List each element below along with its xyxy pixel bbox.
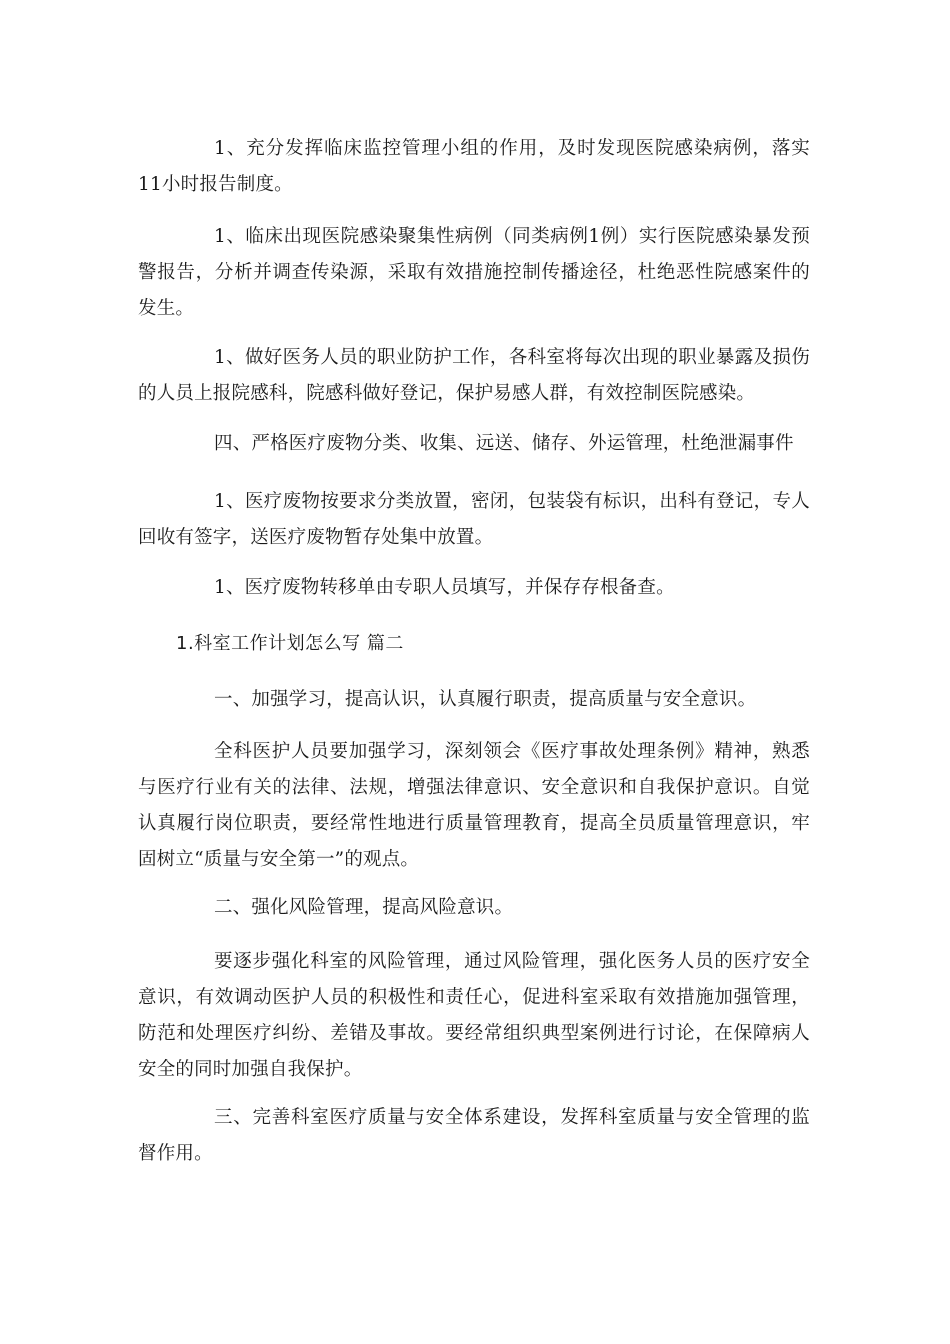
paragraph-heading-three: 三、完善科室医疗质量与安全体系建设，发挥科室质量与安全管理的监督作用。 — [138, 1107, 810, 1164]
paragraph-study: 全科医护人员要加强学习，深刻领会《医疗事故处理条例》精神，熟悉与医疗行业有关的法律、法规，增强法律意识、安全意识和自我保护意识。自觉认真履行岗位职责，要经常性地进行质量管理教育，提高全员质量管理意识，牢固树立“质量与安全第一”的观点。 — [138, 741, 810, 870]
paragraph-risk-management: 要逐步强化科室的风险管理，通过风险管理，强化医务人员的医疗安全意识，有效调动医护人员的积极性和责任心，促进科室采取有效措施加强管理，防范和处理医疗纠纷、差错及事故。要经常组织典型案例进行讨论，在保障病人安全的同时加强自我保护。 — [138, 951, 810, 1080]
paragraph-outbreak-warning: 1、临床出现医院感染聚集性病例（同类病例1例）实行医院感染暴发预警报告，分析并调查传染源，采取有效措施控制传播途径，杜绝恶性院感案件的发生。 — [138, 226, 810, 319]
paragraph-occupational-protection: 1、做好医务人员的职业防护工作，各科室将每次出现的职业暴露及损伤的人员上报院感科，院感科做好登记，保护易感人群，有效控制医院感染。 — [138, 347, 810, 404]
paragraph-heading-one: 一、加强学习，提高认识，认真履行职责，提高质量与安全意识。 — [214, 689, 757, 710]
paragraph-heading-two: 二、强化风险管理，提高风险意识。 — [214, 897, 514, 918]
paragraph-waste-transfer: 1、医疗废物转移单由专职人员填写，并保存存根备查。 — [214, 577, 675, 598]
paragraph-heading-four: 四、严格医疗废物分类、收集、远送、储存、外运管理，杜绝泄漏事件 — [214, 433, 794, 454]
section-title: 1.科室工作计划怎么写 篇二 — [176, 633, 404, 654]
paragraph-surveillance: 1、充分发挥临床监控管理小组的作用，及时发现医院感染病例，落实11小时报告制度。 — [138, 138, 810, 195]
paragraph-waste-sorting: 1、医疗废物按要求分类放置，密闭，包装袋有标识，出科有登记，专人回收有签字，送医疗废物暂存处集中放置。 — [138, 491, 810, 548]
